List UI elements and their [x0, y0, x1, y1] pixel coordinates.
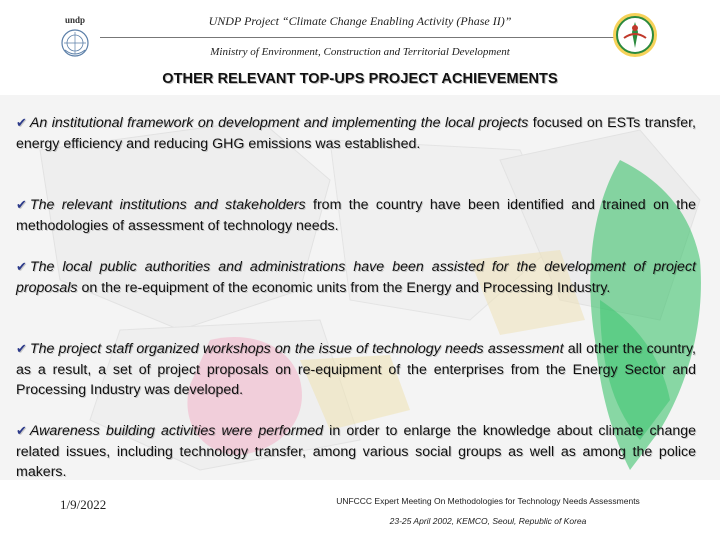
footer-event: UNFCCC Expert Meeting On Methodologies for Technology Needs Assessments	[336, 496, 640, 506]
list-item	[16, 195, 696, 236]
bullet-lead: The project staff organized workshops on the issue of technology needs assessment	[29, 341, 564, 357]
moldova-emblem-icon	[610, 10, 660, 60]
bullet-lead: Awareness building activities were performed	[29, 423, 324, 439]
bullet-lead: An institutional framework on development and implementing the local projects	[29, 115, 529, 131]
bullet-text: focused on ESTs transfer, energy efficiency and reducing GHG emissions was established.	[16, 115, 696, 152]
bullet-text: in order to enlarge the knowledge about climate change related issues, including technology transfer, among various social groups as well as among the police makers.	[16, 423, 697, 480]
list-item	[16, 339, 696, 401]
list-item	[16, 257, 696, 298]
bullet-text: from the country have been identified and trained on the methodologies of assessment of technology needs.	[16, 197, 696, 234]
project-header: UNDP Project “Climate Change Enabling Activity (Phase II)”	[208, 14, 512, 28]
bullet-lead: The relevant institutions and stakeholders	[29, 197, 306, 213]
undp-logo-text: undp	[58, 14, 92, 26]
checkmark-icon: ✔	[16, 259, 27, 274]
bullet-text: on the re-equipment of the economic units from the Energy and Processing Industry.	[77, 279, 611, 296]
checkmark-icon: ✔	[16, 423, 27, 438]
slide-title: OTHER RELEVANT TOP-UPS PROJECT ACHIEVEMENTS	[162, 71, 558, 87]
bullet-lead: The local public authorities and administrations have been assisted for the development of project proposals	[16, 259, 696, 296]
checkmark-icon: ✔	[16, 341, 27, 356]
checkmark-icon: ✔	[16, 115, 27, 130]
bullet-text: all other the country, as a result, a set of project proposals on re-equipment of the enterprises from the Energy Sector and Processing Industry was developed.	[16, 341, 697, 398]
header-divider	[100, 37, 620, 38]
list-item	[16, 113, 696, 154]
checkmark-icon: ✔	[16, 197, 27, 212]
footer-place: 23-25 April 2002, KEMCO, Seoul, Republic of Korea	[389, 516, 587, 526]
footer-date: 1/9/2022	[60, 497, 107, 512]
ministry-header: Ministry of Environment, Construction and Territorial Development	[210, 46, 510, 58]
list-item	[16, 421, 696, 483]
